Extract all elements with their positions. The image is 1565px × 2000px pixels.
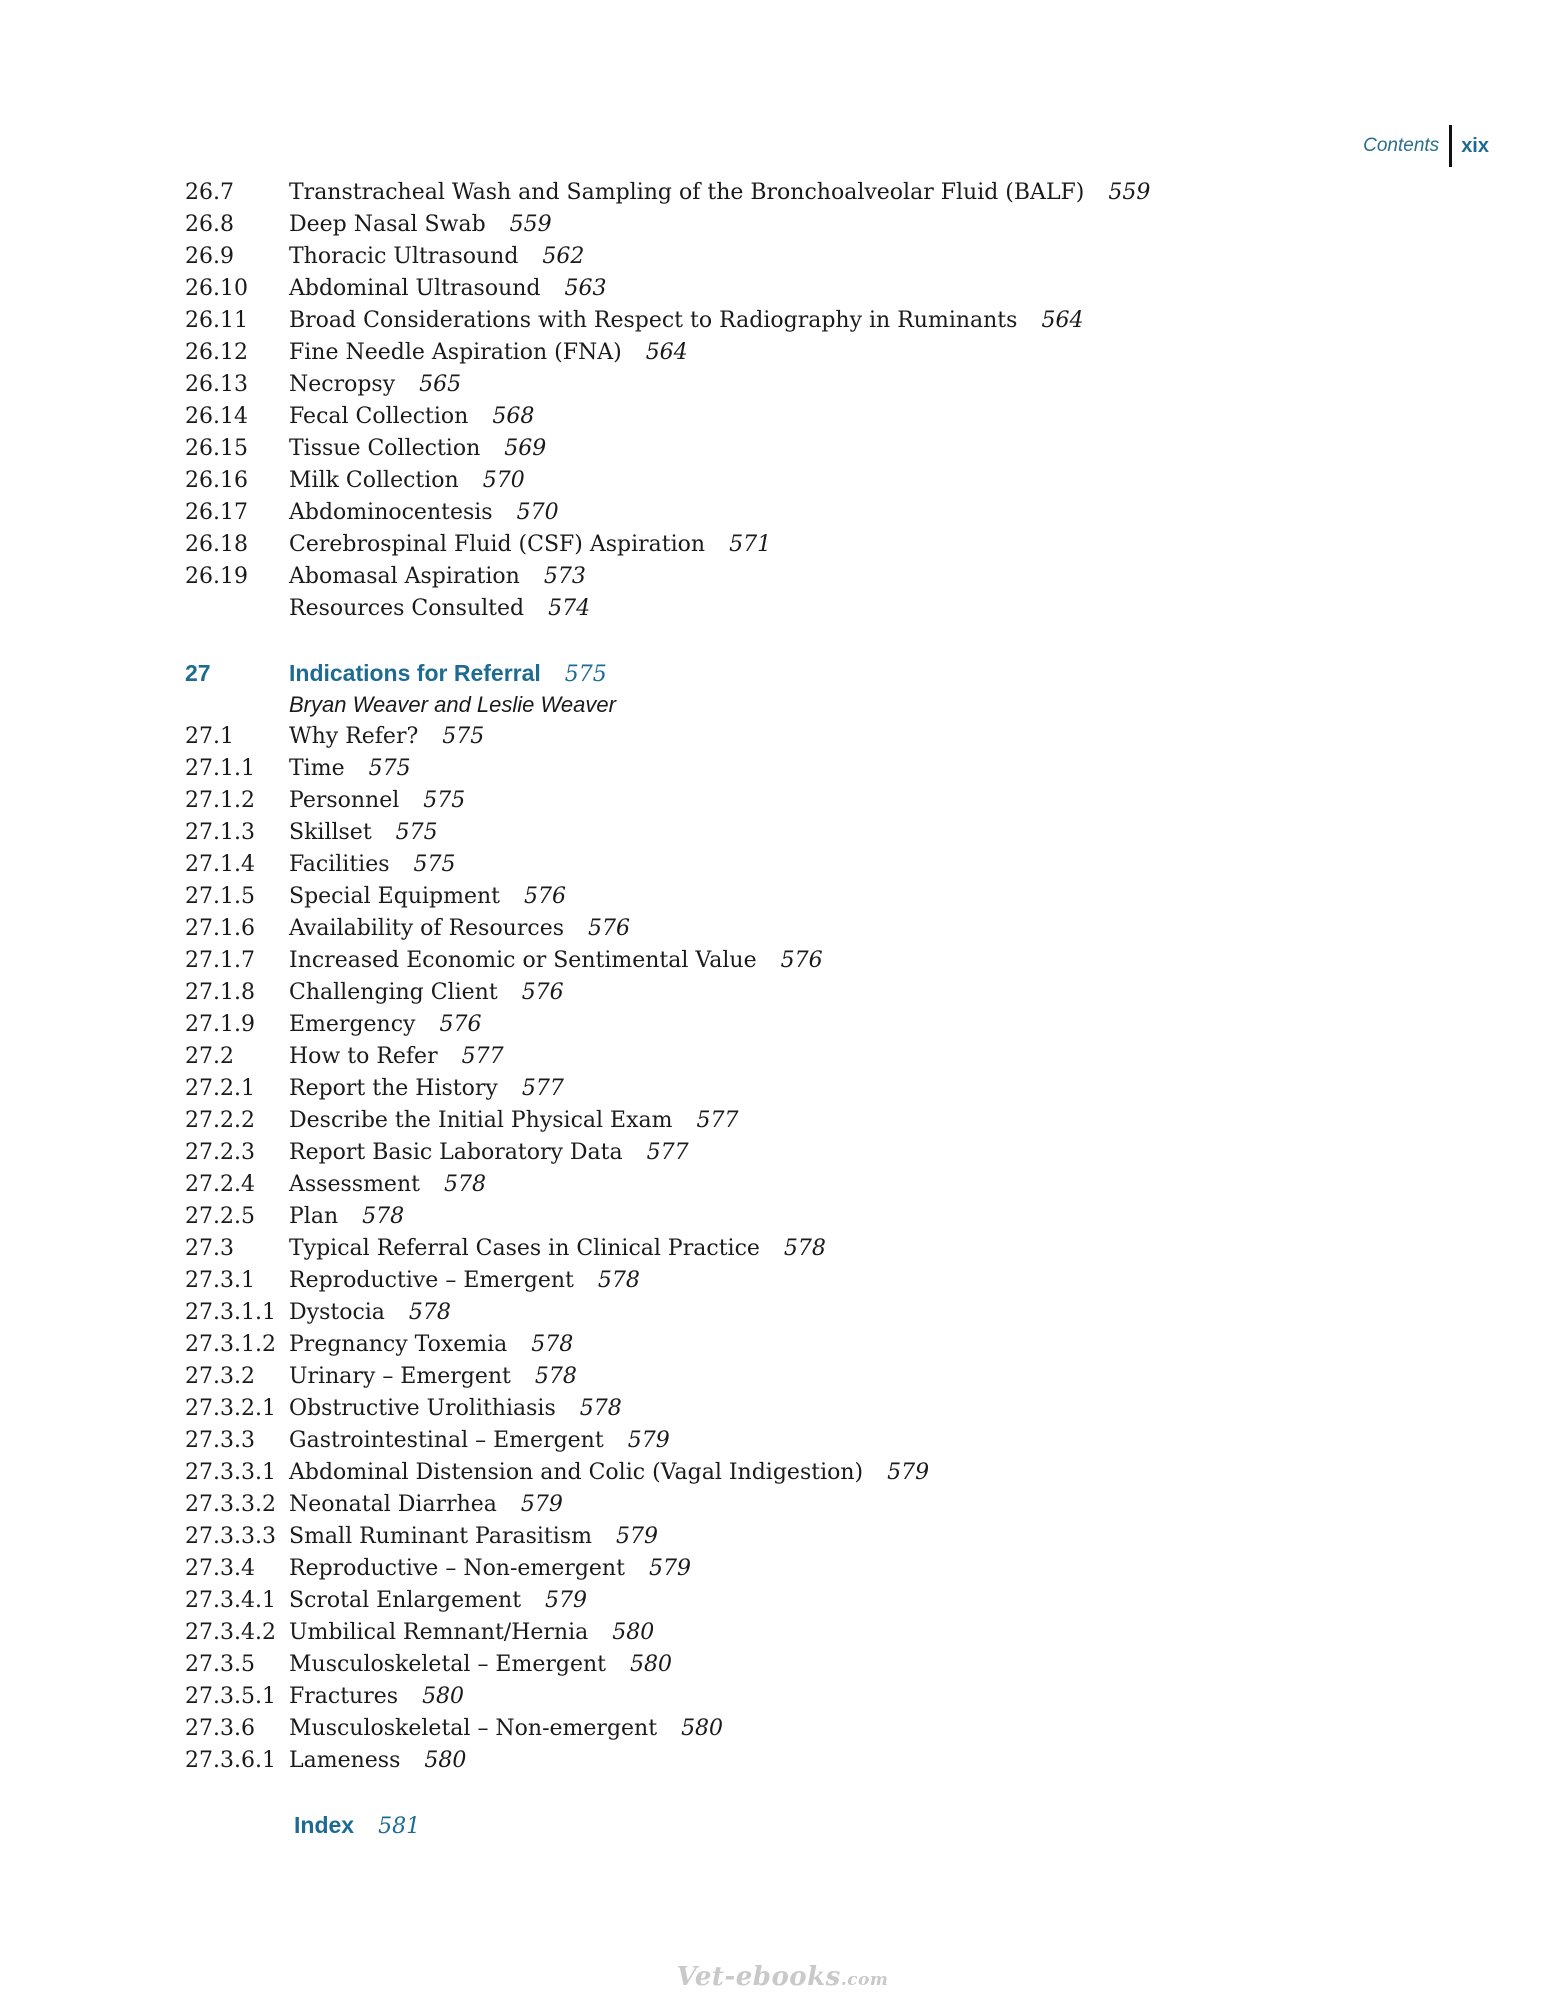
toc-entry[interactable]: [185, 212, 1435, 244]
entry-title: Why Refer?: [289, 724, 419, 749]
entry-page: 578: [408, 1300, 451, 1325]
entry-number: 27.2.4: [185, 1172, 255, 1197]
entry-title: Necropsy: [289, 372, 396, 397]
entry-page: 576: [439, 1012, 482, 1037]
entry-title: Abdominocentesis: [289, 500, 493, 525]
entry-title: Neonatal Diarrhea: [289, 1492, 497, 1517]
toc-entry[interactable]: [185, 1428, 1435, 1460]
entry-page: 580: [422, 1684, 465, 1709]
entry-title: Time: [289, 756, 345, 781]
entry-title: Dystocia: [289, 1300, 385, 1325]
entry-title: Emergency: [289, 1012, 416, 1037]
entry-title: Reproductive – Non-emergent: [289, 1556, 625, 1581]
toc-entry[interactable]: [185, 1460, 1435, 1492]
entry-page: 576: [521, 980, 564, 1005]
page-number: xix: [1461, 134, 1489, 157]
entry-page: 575: [413, 852, 456, 877]
chapter-authors: [185, 692, 1435, 724]
entry-title: Report Basic Laboratory Data: [289, 1140, 623, 1165]
toc-entry[interactable]: [185, 500, 1435, 532]
entry-page: 575: [423, 788, 466, 813]
entry-page: 578: [783, 1236, 826, 1261]
entry-number: 27.1.6: [185, 916, 255, 941]
entry-page: 564: [1041, 308, 1084, 333]
toc-entry[interactable]: [185, 468, 1435, 500]
entry-page: 578: [443, 1172, 486, 1197]
entry-title: Cerebrospinal Fluid (CSF) Aspiration: [289, 532, 706, 557]
index-entry[interactable]: [185, 1812, 1435, 1844]
entry-title: Availability of Resources: [289, 916, 564, 941]
section-gap: [185, 628, 1435, 660]
toc-entry[interactable]: [185, 1012, 1435, 1044]
entry-title: Transtracheal Wash and Sampling of the Bronchoalveolar Fluid (BALF): [289, 180, 1085, 205]
toc-entry[interactable]: [185, 1364, 1435, 1396]
entry-number: 26.16: [185, 468, 248, 493]
toc-entry[interactable]: [185, 884, 1435, 916]
entry-page: 576: [524, 884, 566, 909]
entry-title: Describe the Initial Physical Exam: [289, 1108, 673, 1133]
entry-title: Typical Referral Cases in Clinical Practice: [289, 1236, 760, 1261]
entry-number: 26.9: [185, 244, 234, 269]
entry-page: 568: [492, 404, 535, 429]
entry-title: Fecal Collection: [289, 404, 469, 429]
entry-number: 27.3.3.3: [185, 1524, 276, 1549]
entry-page: 570: [482, 468, 525, 493]
toc-entry[interactable]: [185, 948, 1435, 980]
entry-title: Urinary – Emergent: [289, 1364, 511, 1389]
running-head-label: Contents: [1363, 135, 1440, 156]
entry-page: 578: [531, 1332, 574, 1357]
table-of-contents: [185, 180, 1435, 1844]
entry-number: 27.1.2: [185, 788, 255, 813]
entry-page: 563: [564, 276, 607, 301]
toc-entry[interactable]: [185, 1396, 1435, 1428]
toc-entry[interactable]: [185, 596, 1435, 628]
toc-entry[interactable]: [185, 916, 1435, 948]
toc-entry[interactable]: [185, 340, 1435, 372]
entry-title: Increased Economic or Sentimental Value: [289, 948, 757, 973]
entry-title: Abdominal Ultrasound: [289, 276, 541, 301]
entry-number: 26.15: [185, 436, 248, 461]
entry-number: 27.2.3: [185, 1140, 255, 1165]
entry-title: Small Ruminant Parasitism: [289, 1524, 592, 1549]
chapter-heading[interactable]: [185, 660, 1435, 692]
entry-number: 27.3.3.2: [185, 1492, 276, 1517]
entry-number: 27.1.4: [185, 852, 255, 877]
entry-title: Musculoskeletal – Non-emergent: [289, 1716, 658, 1741]
entry-page: 571: [729, 532, 772, 557]
toc-entry[interactable]: [185, 1556, 1435, 1588]
toc-entry[interactable]: [185, 820, 1435, 852]
entry-number: 26.12: [185, 340, 248, 365]
entry-number: 27.1.5: [185, 884, 255, 909]
toc-entry[interactable]: [185, 1492, 1435, 1524]
entry-page: 578: [579, 1396, 622, 1421]
toc-entry[interactable]: [185, 1588, 1435, 1620]
entry-page: 579: [648, 1556, 691, 1581]
chapter-number: 27: [185, 660, 211, 686]
entry-title: Personnel: [289, 788, 400, 813]
entry-title: Plan: [289, 1204, 339, 1229]
entry-page: 573: [543, 564, 586, 589]
section-gap: [185, 1780, 1435, 1812]
entry-number: 26.19: [185, 564, 248, 589]
entry-title: Pregnancy Toxemia: [289, 1332, 508, 1357]
entry-page: 580: [630, 1652, 673, 1677]
toc-entry[interactable]: [185, 1140, 1435, 1172]
toc-entry[interactable]: [185, 1044, 1435, 1076]
entry-number: 27.3.1: [185, 1268, 255, 1293]
entry-title: Milk Collection: [289, 468, 459, 493]
entry-number: 26.18: [185, 532, 248, 557]
toc-entry[interactable]: [185, 1332, 1435, 1364]
entry-page: 564: [645, 340, 688, 365]
entry-title: Deep Nasal Swab: [289, 212, 486, 237]
entry-page: 576: [780, 948, 823, 973]
entry-number: 26.17: [185, 500, 248, 525]
entry-page: 575: [395, 820, 438, 845]
toc-entry[interactable]: [185, 404, 1435, 436]
toc-entry[interactable]: [185, 980, 1435, 1012]
entry-title: Obstructive Urolithiasis: [289, 1396, 556, 1421]
entry-page: 570: [516, 500, 559, 525]
entry-number: 27.3.4.1: [185, 1588, 276, 1613]
entry-number: 27.1: [185, 724, 234, 749]
toc-entry[interactable]: [185, 1620, 1435, 1652]
entry-number: 27.3.4: [185, 1556, 255, 1581]
entry-number: 26.14: [185, 404, 248, 429]
entry-title: Reproductive – Emergent: [289, 1268, 574, 1293]
entry-title: Report the History: [289, 1076, 498, 1101]
index-page: 581: [378, 1814, 421, 1839]
running-head: [1363, 124, 1489, 168]
entry-page: 574: [548, 596, 591, 621]
entry-number: 27.3: [185, 1236, 234, 1261]
entry-title: Lameness: [289, 1748, 401, 1773]
entry-number: 26.7: [185, 180, 234, 205]
entry-number: 27.2.5: [185, 1204, 255, 1229]
toc-section-26: [185, 180, 1435, 628]
entry-number: 27.1.3: [185, 820, 255, 845]
entry-number: 26.8: [185, 212, 234, 237]
watermark: [0, 1962, 1565, 1992]
entry-title: Abomasal Aspiration: [289, 564, 520, 589]
entry-page: 579: [887, 1460, 930, 1485]
entry-page: 562: [542, 244, 585, 269]
entry-number: 27.3.1.2: [185, 1332, 276, 1357]
entry-page: 577: [646, 1140, 689, 1165]
entry-number: 27.3.6: [185, 1716, 255, 1741]
toc-entry[interactable]: [185, 1300, 1435, 1332]
entry-title: Fractures: [289, 1684, 399, 1709]
entry-number: 27.3.4.2: [185, 1620, 276, 1645]
entry-page: 575: [368, 756, 411, 781]
toc-entry[interactable]: [185, 436, 1435, 468]
entry-page: 578: [597, 1268, 640, 1293]
authors-text: Bryan Weaver and Leslie Weaver: [289, 692, 616, 717]
entry-number: 26.10: [185, 276, 248, 301]
entry-title: Abdominal Distension and Colic (Vagal Indigestion): [289, 1460, 864, 1485]
toc-entry[interactable]: [185, 1268, 1435, 1300]
entry-title: Challenging Client: [289, 980, 498, 1005]
entry-title: Special Equipment: [289, 884, 500, 909]
toc-entry[interactable]: [185, 756, 1435, 788]
entry-title: Musculoskeletal – Emergent: [289, 1652, 607, 1677]
entry-title: Scrotal Enlargement: [289, 1588, 522, 1613]
entry-number: 27.3.6.1: [185, 1748, 276, 1773]
entry-number: 27.2: [185, 1044, 234, 1069]
entry-page: 579: [520, 1492, 563, 1517]
toc-entry[interactable]: [185, 1748, 1435, 1780]
entry-number: 27.1.1: [185, 756, 255, 781]
chapter-page: 575: [564, 662, 607, 687]
toc-entry[interactable]: [185, 1108, 1435, 1140]
entry-number: 27.3.5.1: [185, 1684, 276, 1709]
entry-number: 27.1.7: [185, 948, 255, 973]
entry-page: 576: [588, 916, 630, 941]
entry-title: Umbilical Remnant/Hernia: [289, 1620, 589, 1645]
chapter-title: Indications for Referral: [289, 660, 541, 686]
toc-entry[interactable]: [185, 788, 1435, 820]
entry-title: Resources Consulted: [289, 596, 525, 621]
entry-title: Broad Considerations with Respect to Radiography in Ruminants: [289, 308, 1018, 333]
entry-page: 579: [545, 1588, 588, 1613]
toc-entry[interactable]: [185, 1652, 1435, 1684]
toc-entry[interactable]: [185, 1172, 1435, 1204]
toc-entry[interactable]: [185, 724, 1435, 756]
entry-page: 565: [419, 372, 462, 397]
entry-title: Skillset: [289, 820, 372, 845]
entry-page: 580: [681, 1716, 724, 1741]
entry-number: 27.2.2: [185, 1108, 255, 1133]
entry-number: 27.3.2.1: [185, 1396, 276, 1421]
toc-entry[interactable]: [185, 1684, 1435, 1716]
toc-entry[interactable]: [185, 1716, 1435, 1748]
entry-page: 580: [612, 1620, 655, 1645]
entry-title: Tissue Collection: [289, 436, 481, 461]
entry-page: 577: [521, 1076, 564, 1101]
toc-entry[interactable]: [185, 532, 1435, 564]
toc-entry[interactable]: [185, 1204, 1435, 1236]
entry-number: 27.1.9: [185, 1012, 255, 1037]
toc-entry[interactable]: [185, 1524, 1435, 1556]
entry-page: 578: [362, 1204, 405, 1229]
entry-number: 27.3.3.1: [185, 1460, 276, 1485]
entry-page: 559: [509, 212, 552, 237]
entry-number: 27.3.2: [185, 1364, 255, 1389]
toc-entry[interactable]: [185, 852, 1435, 884]
entry-page: 579: [615, 1524, 658, 1549]
entry-number: 27.3.1.1: [185, 1300, 276, 1325]
entry-number: 27.1.8: [185, 980, 255, 1005]
entry-number: 27.3.5: [185, 1652, 255, 1677]
entry-number: 26.13: [185, 372, 248, 397]
entry-page: 575: [442, 724, 485, 749]
entry-title: How to Refer: [289, 1044, 438, 1069]
entry-number: 26.11: [185, 308, 248, 333]
entry-title: Assessment: [289, 1172, 420, 1197]
entry-title: Facilities: [289, 852, 390, 877]
entry-page: 577: [696, 1108, 739, 1133]
watermark-main: Vet-ebooks: [676, 1962, 841, 1992]
entry-title: Gastrointestinal – Emergent: [289, 1428, 604, 1453]
toc-entry[interactable]: [185, 308, 1435, 340]
entry-page: 579: [627, 1428, 670, 1453]
toc-entry[interactable]: [185, 276, 1435, 308]
entry-number: 27.2.1: [185, 1076, 255, 1101]
toc-entry[interactable]: [185, 372, 1435, 404]
entry-title: Fine Needle Aspiration (FNA): [289, 340, 622, 365]
entry-page: 559: [1108, 180, 1151, 205]
toc-entry[interactable]: [185, 564, 1435, 596]
toc-entry[interactable]: [185, 1076, 1435, 1108]
toc-section-27: [185, 724, 1435, 1780]
toc-entry[interactable]: [185, 180, 1435, 212]
entry-page: 580: [424, 1748, 467, 1773]
toc-entry[interactable]: [185, 244, 1435, 276]
entry-page: 577: [461, 1044, 504, 1069]
entry-number: 27.3.3: [185, 1428, 255, 1453]
entry-page: 578: [534, 1364, 577, 1389]
watermark-suffix: .com: [840, 1970, 889, 1990]
index-title: Index: [294, 1812, 355, 1838]
toc-entry[interactable]: [185, 1236, 1435, 1268]
entry-title: Thoracic Ultrasound: [289, 244, 519, 269]
entry-page: 569: [504, 436, 547, 461]
